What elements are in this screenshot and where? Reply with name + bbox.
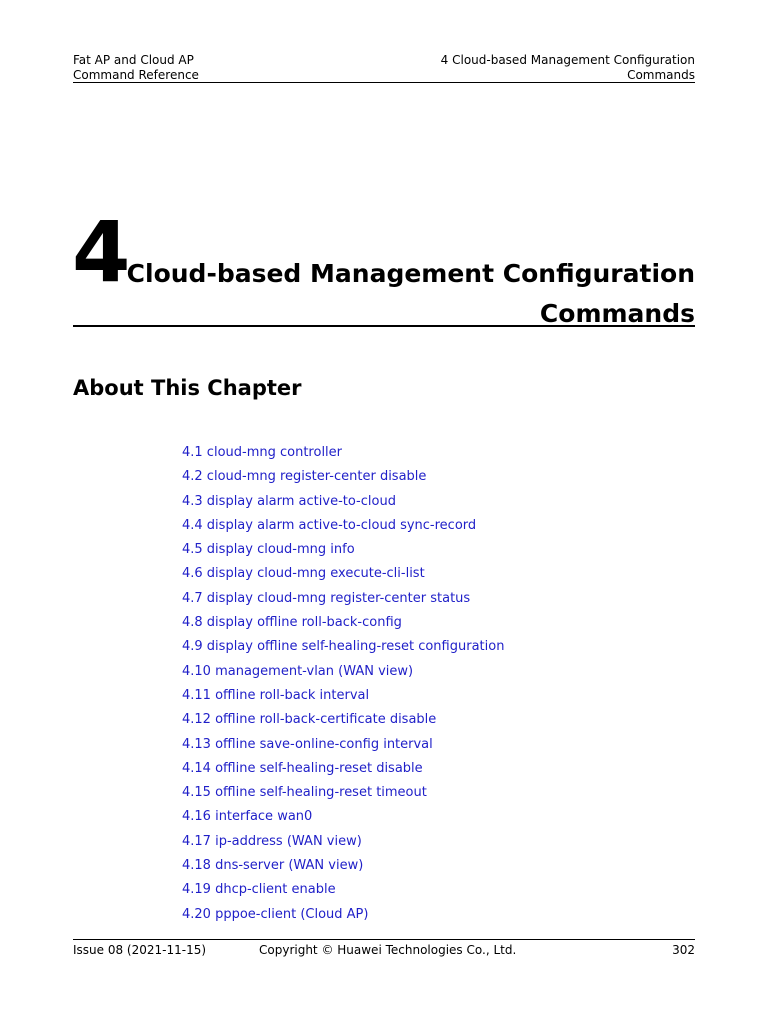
header-chapter-line1: 4 Cloud-based Management Configuration [440,53,695,67]
toc-link[interactable]: 4.17 ip-address (WAN view) [182,833,362,849]
toc-link[interactable]: 4.15 offline self-healing-reset timeout [182,785,427,801]
toc-list [182,441,504,927]
header-divider [73,82,695,83]
footer-issue: Issue 08 (2021-11-15) [73,943,207,957]
chapter-divider [73,325,695,327]
toc-link[interactable]: 4.19 dhcp-client enable [182,882,336,898]
toc-link[interactable]: 4.7 display cloud-mng register-center status [182,590,471,606]
toc-link[interactable]: 4.12 offline roll-back-certificate disable [182,712,437,728]
toc-link[interactable]: 4.18 dns-server (WAN view) [182,858,364,874]
section-heading: About This Chapter [73,376,302,400]
toc-link[interactable]: 4.13 offline save-online-config interval [182,736,433,752]
toc-link[interactable]: 4.6 display cloud-mng execute-cli-list [182,566,425,582]
header-chapter-title [441,53,695,83]
toc-link[interactable]: 4.9 display offline self-healing-reset configuration [182,639,505,655]
footer-page-number: 302 [672,943,695,957]
toc-link[interactable]: 4.5 display cloud-mng info [182,542,355,558]
toc-link[interactable]: 4.2 cloud-mng register-center disable [182,469,427,485]
toc-link[interactable]: 4.1 cloud-mng controller [182,445,343,460]
toc-link[interactable]: 4.20 pppoe-client (Cloud AP) [182,906,369,922]
toc-link[interactable]: 4.4 display alarm active-to-cloud sync-record [182,517,477,533]
toc-link[interactable]: 4.14 offline self-healing-reset disable [182,760,423,776]
chapter-title-line1: Cloud-based Management Configuration [126,259,695,288]
chapter-title [125,254,695,334]
toc-link[interactable]: 4.10 management-vlan (WAN view) [182,663,414,679]
header-doc-type: Command Reference [73,68,199,82]
toc-link[interactable]: 4.3 display alarm active-to-cloud [182,493,396,509]
header-product-name: Fat AP and Cloud AP [73,53,194,67]
header-chapter-line2: Commands [627,68,695,82]
chapter-title-line2: Commands [539,299,695,328]
header-document-title [73,53,199,83]
chapter-number: 4 [72,203,129,301]
toc-link[interactable]: 4.16 interface wan0 [182,809,313,825]
toc-link[interactable]: 4.8 display offline roll-back-config [182,615,402,631]
toc-link[interactable]: 4.11 offline roll-back interval [182,687,370,703]
footer-copyright: Copyright © Huawei Technologies Co., Ltd. [259,943,517,957]
footer-divider [73,939,695,940]
